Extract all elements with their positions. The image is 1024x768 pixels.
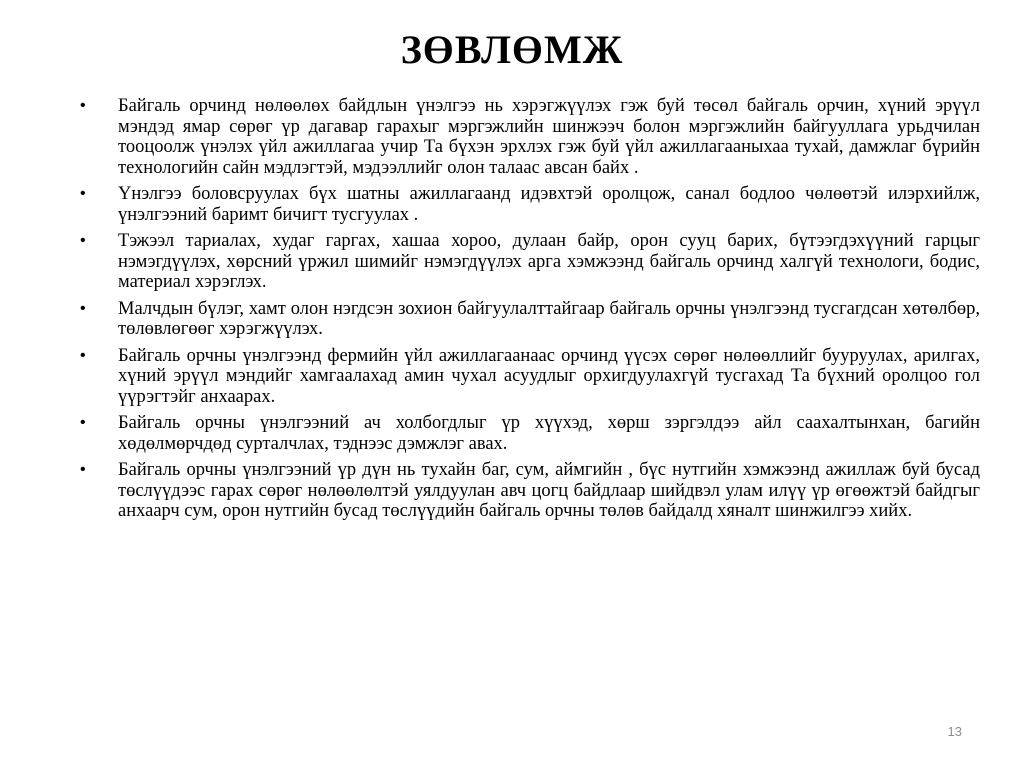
bullet-marker: • (80, 185, 86, 202)
bullet-text: Байгаль орчны үнэлгээнд фермийн үйл ажиллагаанаас орчинд үүсэх сөрөг нөлөөллийг бууруулах, арилгах, хүний эрүүл мэндийг хамгаалахад амин чухал асуудлыг орхигдуулахгүй тусгахад Та бүхний оролцоо гол үүрэгтэйг анхаарах. (118, 345, 980, 407)
bullet-text: Тэжээл тариалах, худаг гаргах, хашаа хороо, дулаан байр, орон сууц барих, бүтээгдэхүүний гарцыг нэмэгдүүлэх, хөрсний үржил шимийг нэмэгдүүлэх арга хэмжээнд байгаль орчинд халгүй технологи, бодис, материал хэрэглэх. (118, 231, 980, 292)
bullet-text: Байгаль орчинд нөлөөлөх байдлын үнэлгээ нь хэрэгжүүлэх гэж буй төсөл байгаль орчин, хүний эрүүл мэндэд ямар сөрөг үр дагавар гарахыг мэргэжлийн шинжээч болон мэргэжлийн байгууллага урьдчилан тооцоолж үнэлэх үйл ажиллагаа учир Та бүхэн эрхлэх гэж буй үйл ажиллагааныхаа тухай, дамжлаг бүрийн технологийн сайн мэдлэгтэй, мэдээллийг олон талаас авсан байх . (118, 96, 980, 178)
bullet-marker: • (80, 232, 86, 249)
bullet-marker: • (80, 461, 86, 478)
bullet-marker: • (80, 299, 86, 317)
bullet-item (80, 299, 980, 340)
bullet-item (80, 346, 980, 408)
bullet-list (80, 96, 980, 528)
bullet-text: Үнэлгээ боловсруулах бүх шатны ажиллагаанд идэвхтэй оролцож, санал бодлоо чөлөөтэй илэрхийлж, үнэлгээний баримт бичигт тусгуулах . (118, 184, 980, 225)
bullet-item (80, 96, 980, 178)
bullet-marker: • (80, 414, 86, 431)
bullet-text: Байгаль орчны үнэлгээний ач холбогдлыг үр хүүхэд, хөрш зэргэлдээ айл саахалтынхан, багийн хөдөлмөрчдөд сурталчлах, тэднээс дэмжлэг авах. (118, 413, 980, 454)
bullet-item (80, 413, 980, 454)
bullet-item (80, 231, 980, 293)
page-number: 13 (947, 724, 962, 739)
bullet-text: Малчдын бүлэг, хамт олон нэгдсэн зохион байгуулалттайгаар байгаль орчны үнэлгээнд тусгагдсан хөтөлбөр, төлөвлөгөөг хэрэгжүүлэх. (118, 298, 980, 339)
bullet-marker: • (80, 346, 86, 364)
bullet-text: Байгаль орчны үнэлгээний үр дүн нь тухайн баг, сум, аймгийн , бүс нутгийн хэмжээнд ажиллаж буй бусад төслүүдээс гарах сөрөг нөлөөлөлтэй уялдуулан авч цогц байдлаар шийдвэл улам илүү үр өгөөжтэй байдгыг анхаарч сум, орон нутгийн бусад төслүүдийн байгаль орчны төлөв байдалд хяналт шинжилгээ хийх. (118, 460, 980, 521)
bullet-item (80, 460, 980, 522)
slide-title: ЗӨВЛӨМЖ (400, 27, 624, 72)
bullet-item (80, 184, 980, 225)
bullet-marker: • (80, 97, 86, 114)
